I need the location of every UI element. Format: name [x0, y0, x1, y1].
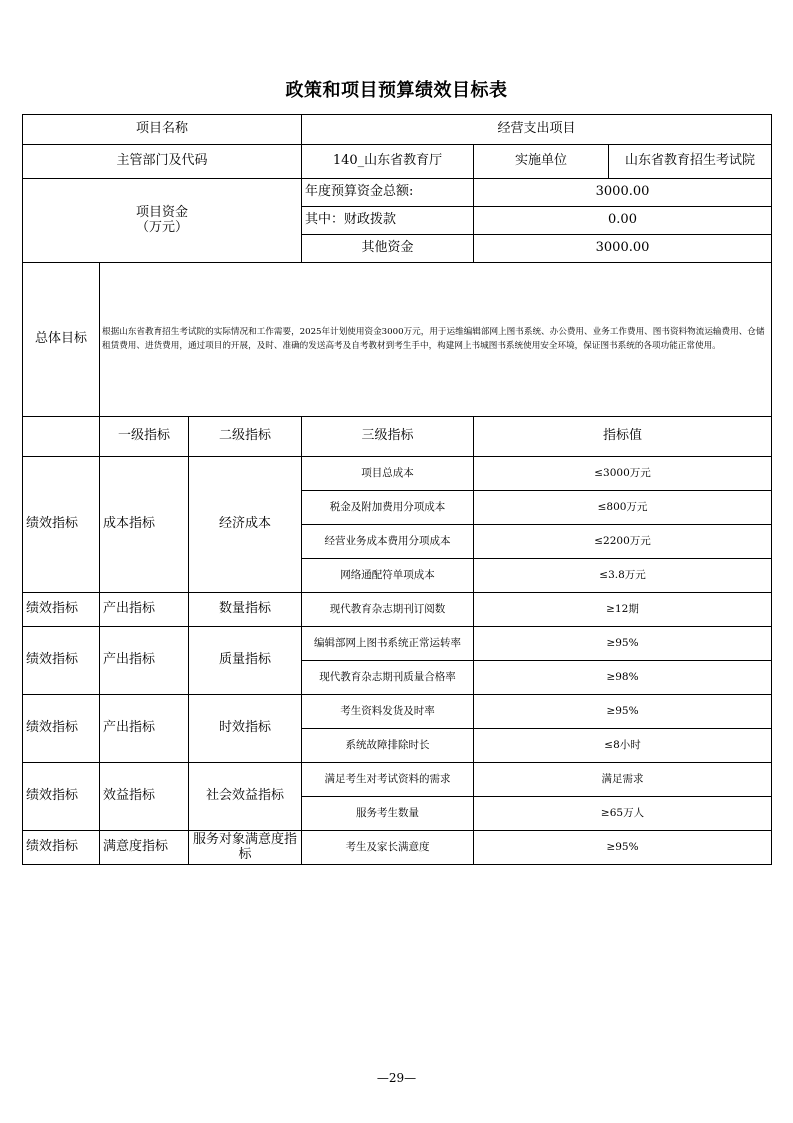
level3-indicator: 项目总成本 — [302, 457, 474, 491]
level3-indicator: 现代教育杂志期刊质量合格率 — [302, 661, 474, 695]
level3-indicator: 考生资料发货及时率 — [302, 695, 474, 729]
project-name-label: 项目名称 — [23, 115, 302, 145]
funds-other-value: 3000.00 — [474, 235, 772, 263]
indicator-category: 绩效指标 — [23, 593, 100, 627]
indicator-value: ≤3000万元 — [474, 457, 772, 491]
level1-indicator: 产出指标 — [100, 627, 189, 695]
header-level1: 一级指标 — [100, 417, 189, 457]
page-title: 政策和项目预算绩效目标表 — [285, 80, 508, 101]
level3-indicator: 系统故障排除时长 — [302, 729, 474, 763]
overall-goal-row — [23, 263, 772, 417]
implementing-unit-label: 实施单位 — [474, 145, 609, 179]
indicator-category: 绩效指标 — [23, 763, 100, 831]
level3-indicator: 税金及附加费用分项成本 — [302, 491, 474, 525]
level2-indicator: 数量指标 — [189, 593, 302, 627]
indicator-row — [23, 831, 772, 865]
funds-label-line1: 项目资金 — [135, 204, 188, 220]
indicator-value: ≤2200万元 — [474, 525, 772, 559]
funds-other-label: 其他资金 — [302, 235, 474, 263]
implementing-unit-value: 山东省教育招生考试院 — [609, 145, 772, 179]
indicator-category: 绩效指标 — [23, 695, 100, 763]
level1-indicator: 产出指标 — [100, 695, 189, 763]
overall-goal-label: 总体目标 — [23, 263, 100, 417]
overall-goal-text: 根据山东省教育招生考试院的实际情况和工作需要，2025年计划使用资金3000万元，用于运维编辑部网上图书系统、办公费用、业务工作费用、图书资料物流运输费用、仓储租赁费用、进货费用，通过项目的开展，及时、准确的发送高考及自考教材到考生手中，构建网上书城图书系统使用安全环境，保证图书系统的各项功能正常使用。 — [100, 263, 772, 417]
level3-indicator: 编辑部网上图书系统正常运转率 — [302, 627, 474, 661]
indicator-value: ≥12期 — [474, 593, 772, 627]
level2-indicator: 服务对象满意度指标 — [189, 831, 302, 865]
indicator-value: ≥65万人 — [474, 797, 772, 831]
level3-indicator: 经营业务成本费用分项成本 — [302, 525, 474, 559]
header-value: 指标值 — [474, 417, 772, 457]
indicator-category: 绩效指标 — [23, 627, 100, 695]
level3-indicator: 现代教育杂志期刊订阅数 — [302, 593, 474, 627]
indicator-value: ≥95% — [474, 695, 772, 729]
level2-indicator: 经济成本 — [189, 457, 302, 593]
indicator-category: 绩效指标 — [23, 831, 100, 865]
indicator-value: ≤8小时 — [474, 729, 772, 763]
funds-fiscal-value: 0.00 — [474, 207, 772, 235]
indicator-value: ≤3.8万元 — [474, 559, 772, 593]
indicator-value: ≥98% — [474, 661, 772, 695]
funds-fiscal-label: 其中：财政拨款 — [302, 207, 474, 235]
level1-indicator: 满意度指标 — [100, 831, 189, 865]
level3-indicator: 满足考生对考试资料的需求 — [302, 763, 474, 797]
indicator-value: ≤800万元 — [474, 491, 772, 525]
indicator-header-row — [23, 417, 772, 457]
level1-indicator: 成本指标 — [100, 457, 189, 593]
level2-indicator: 时效指标 — [189, 695, 302, 763]
department-value: 140_山东省教育厅 — [302, 145, 474, 179]
level3-indicator: 考生及家长满意度 — [302, 831, 474, 865]
funds-label-line2: （万元） — [135, 219, 188, 235]
indicator-value: 满足需求 — [474, 763, 772, 797]
indicator-row — [23, 457, 772, 491]
level1-indicator: 产出指标 — [100, 593, 189, 627]
indicator-row — [23, 593, 772, 627]
page-number: —29— — [376, 1071, 417, 1085]
project-name-value: 经营支出项目 — [302, 115, 772, 145]
funds-label — [23, 179, 302, 263]
funds-total-label: 年度预算资金总额: — [302, 179, 474, 207]
header-blank — [23, 417, 100, 457]
performance-target-table — [22, 114, 772, 865]
project-name-row — [23, 115, 772, 145]
level2-indicator: 社会效益指标 — [189, 763, 302, 831]
level2-indicator: 质量指标 — [189, 627, 302, 695]
indicator-category: 绩效指标 — [23, 457, 100, 593]
department-row — [23, 145, 772, 179]
level1-indicator: 效益指标 — [100, 763, 189, 831]
department-label: 主管部门及代码 — [23, 145, 302, 179]
level3-indicator: 网络通配符单项成本 — [302, 559, 474, 593]
indicator-row — [23, 763, 772, 797]
funds-total-value: 3000.00 — [474, 179, 772, 207]
indicator-row — [23, 695, 772, 729]
header-level2: 二级指标 — [189, 417, 302, 457]
header-level3: 三级指标 — [302, 417, 474, 457]
indicator-row — [23, 627, 772, 661]
indicator-value: ≥95% — [474, 831, 772, 865]
level3-indicator: 服务考生数量 — [302, 797, 474, 831]
indicator-value: ≥95% — [474, 627, 772, 661]
funds-row — [23, 179, 772, 207]
